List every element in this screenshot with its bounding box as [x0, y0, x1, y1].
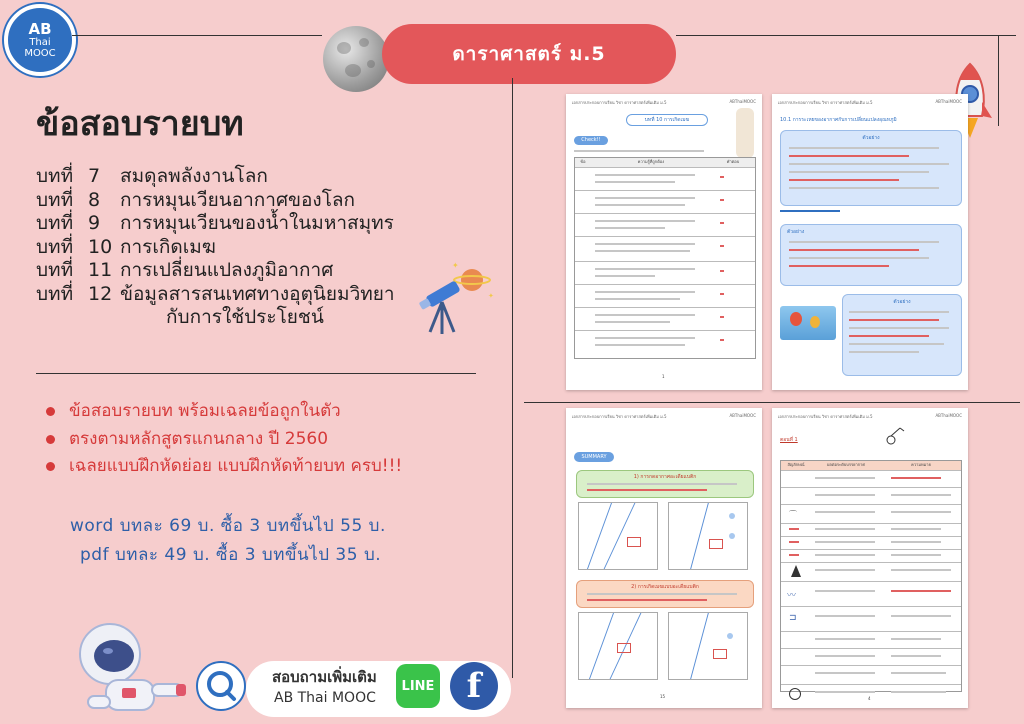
header-divider-right [676, 35, 1016, 36]
preview-header-right: ABThaiMOOC [729, 413, 756, 418]
preview-box-label: 2) การเกิดเมฆแบบอะเดียแบติก [631, 584, 699, 590]
preview-box-label: ตัวอย่าง [862, 135, 880, 141]
logo-text-ab: AB [28, 19, 52, 38]
price-pdf: pdf บทละ 49 บ. ซื้อ 3 บทขึ้นไป 35 บ. [80, 545, 382, 565]
feature-item: ตรงตามหลักสูตรแกนกลาง ปี 2560 [46, 426, 402, 454]
preview-page-number: 1 [662, 374, 665, 379]
preview-example-box [780, 224, 962, 286]
preview-graph [578, 612, 658, 680]
facebook-icon: f [466, 666, 482, 706]
subject-banner-title: ดาราศาสตร์ ม.5 [452, 43, 606, 65]
balloon-photo [780, 306, 836, 340]
preview-page-symbols [772, 408, 968, 708]
chapter-item: บทที่ 12 ข้อมูลสารสนเทศทางอุตุนิยมวิทยา [36, 282, 395, 305]
feature-list [46, 398, 402, 481]
preview-page-quiz [566, 94, 762, 390]
preview-section-title: 10.1 การระเหยของอากาศกับการเปลี่ยนแปลงอุณหภูมิ [780, 117, 897, 123]
preview-graph [668, 502, 748, 570]
line-button[interactable] [396, 664, 440, 708]
header-divider-left [72, 35, 322, 36]
preview-col-symbol: สัญลักษณ์ [787, 462, 805, 467]
chapter-item: บทที่ 7 สมดุลพลังงานโลก [36, 165, 268, 187]
logo-text-mooc: MOOC [24, 48, 56, 60]
search-icon[interactable] [196, 661, 246, 711]
preview-box-label: ตัวอย่าง [893, 299, 911, 305]
scientist-icon [736, 108, 754, 158]
preview-box-label: 1) การกดอากาศอะเดียแบติก [633, 474, 697, 480]
preview-quiz-table [574, 157, 756, 359]
preview-subheading [780, 210, 840, 212]
preview-part-tag: ตอนที่ 1 [780, 437, 798, 443]
center-divider [512, 78, 513, 678]
preview-col-meaning: ความหมาย [911, 462, 931, 467]
preview-col-no: ข้อ [580, 159, 586, 164]
feature-item: ข้อสอบรายบท พร้อมเฉลยข้อถูกในตัว [46, 398, 402, 426]
preview-page-summary [566, 408, 762, 708]
preview-page-number: 15 [660, 694, 666, 699]
preview-symbol-table: สัญลักษณ์ ผลต่อระดับบรรยากาศ ความหมาย ⌒ 〰 ⊐ [780, 460, 962, 692]
line-icon: LINE [401, 678, 435, 694]
preview-header-right: ABThaiMOOC [935, 99, 962, 104]
ab-thai-mooc-logo [4, 4, 76, 76]
preview-page-lesson [772, 94, 968, 390]
chapter-item: บทที่ 9 การหมุนเวียนของน้ำในมหาสมุทร [36, 212, 394, 234]
contact-title: สอบถามเพิ่มเติม [272, 668, 377, 686]
preview-header-right: ABThaiMOOC [729, 99, 756, 104]
content-divider [36, 373, 476, 374]
preview-col-effect: ผลต่อระดับบรรยากาศ [827, 462, 865, 467]
telescope-icon [418, 258, 496, 338]
preview-header-left: เอกสารประกอบการเรียน วิชา ดาราศาสตร์เพิ่มเติม ม.5 [572, 414, 667, 419]
preview-chapter-title: บทที่ 10 การเกิดเมฆ [626, 114, 708, 126]
preview-header-left: เอกสารประกอบการเรียน วิชา ดาราศาสตร์เพิ่มเติม ม.5 [572, 100, 667, 105]
preview-header-left: เอกสารประกอบการเรียน วิชา ดาราศาสตร์เพิ่มเติม ม.5 [778, 100, 873, 105]
preview-box-label: ตัวอย่าง [787, 229, 805, 235]
chapter-item-continuation: กับการใช้ประโยชน์ [166, 306, 324, 328]
preview-example-box [780, 130, 962, 206]
chapter-item: บทที่ 10 การเกิดเมฆ [36, 235, 216, 258]
station-model-icon [876, 426, 906, 454]
preview-summary-box [576, 580, 754, 608]
chapter-list [36, 165, 395, 330]
preview-col-knowledge: ความรู้ที่ถูกต้อง [637, 159, 665, 164]
preview-check-tag: Check!! [574, 136, 608, 145]
facebook-button[interactable] [450, 662, 498, 710]
preview-summary-box [576, 470, 754, 498]
svg-text:✦: ✦ [452, 261, 459, 270]
subject-banner [382, 24, 676, 84]
feature-item: เฉลยแบบฝึกหัดย่อย แบบฝึกหัดท้ายบท ครบ!!! [46, 453, 402, 481]
price-word: word บทละ 69 บ. ซื้อ 3 บทขึ้นไป 55 บ. [70, 516, 386, 536]
astronaut-icon [66, 618, 190, 724]
logo-text-thai: Thai [29, 37, 51, 49]
preview-summary-tag: SUMMARY [574, 452, 614, 462]
moon-icon [323, 26, 389, 92]
page-title: ข้อสอบรายบท [36, 104, 244, 144]
preview-graph [668, 612, 748, 680]
preview-col-answer: คำตอบ [726, 159, 740, 164]
preview-page-number: 4 [868, 696, 871, 701]
chapter-item: บทที่ 11 การเปลี่ยนแปลงภูมิอากาศ [36, 259, 334, 281]
contact-subtitle: AB Thai MOOC [274, 690, 376, 706]
chapter-item: บทที่ 8 การหมุนเวียนอากาศของโลก [36, 188, 356, 211]
preview-example-box [842, 294, 962, 376]
preview-header-left: เอกสารประกอบการเรียน วิชา ดาราศาสตร์เพิ่มเติม ม.5 [778, 414, 873, 419]
preview-header-right: ABThaiMOOC [935, 413, 962, 418]
preview-divider [524, 402, 1020, 403]
svg-text:✦: ✦ [488, 292, 494, 300]
preview-graph [578, 502, 658, 570]
